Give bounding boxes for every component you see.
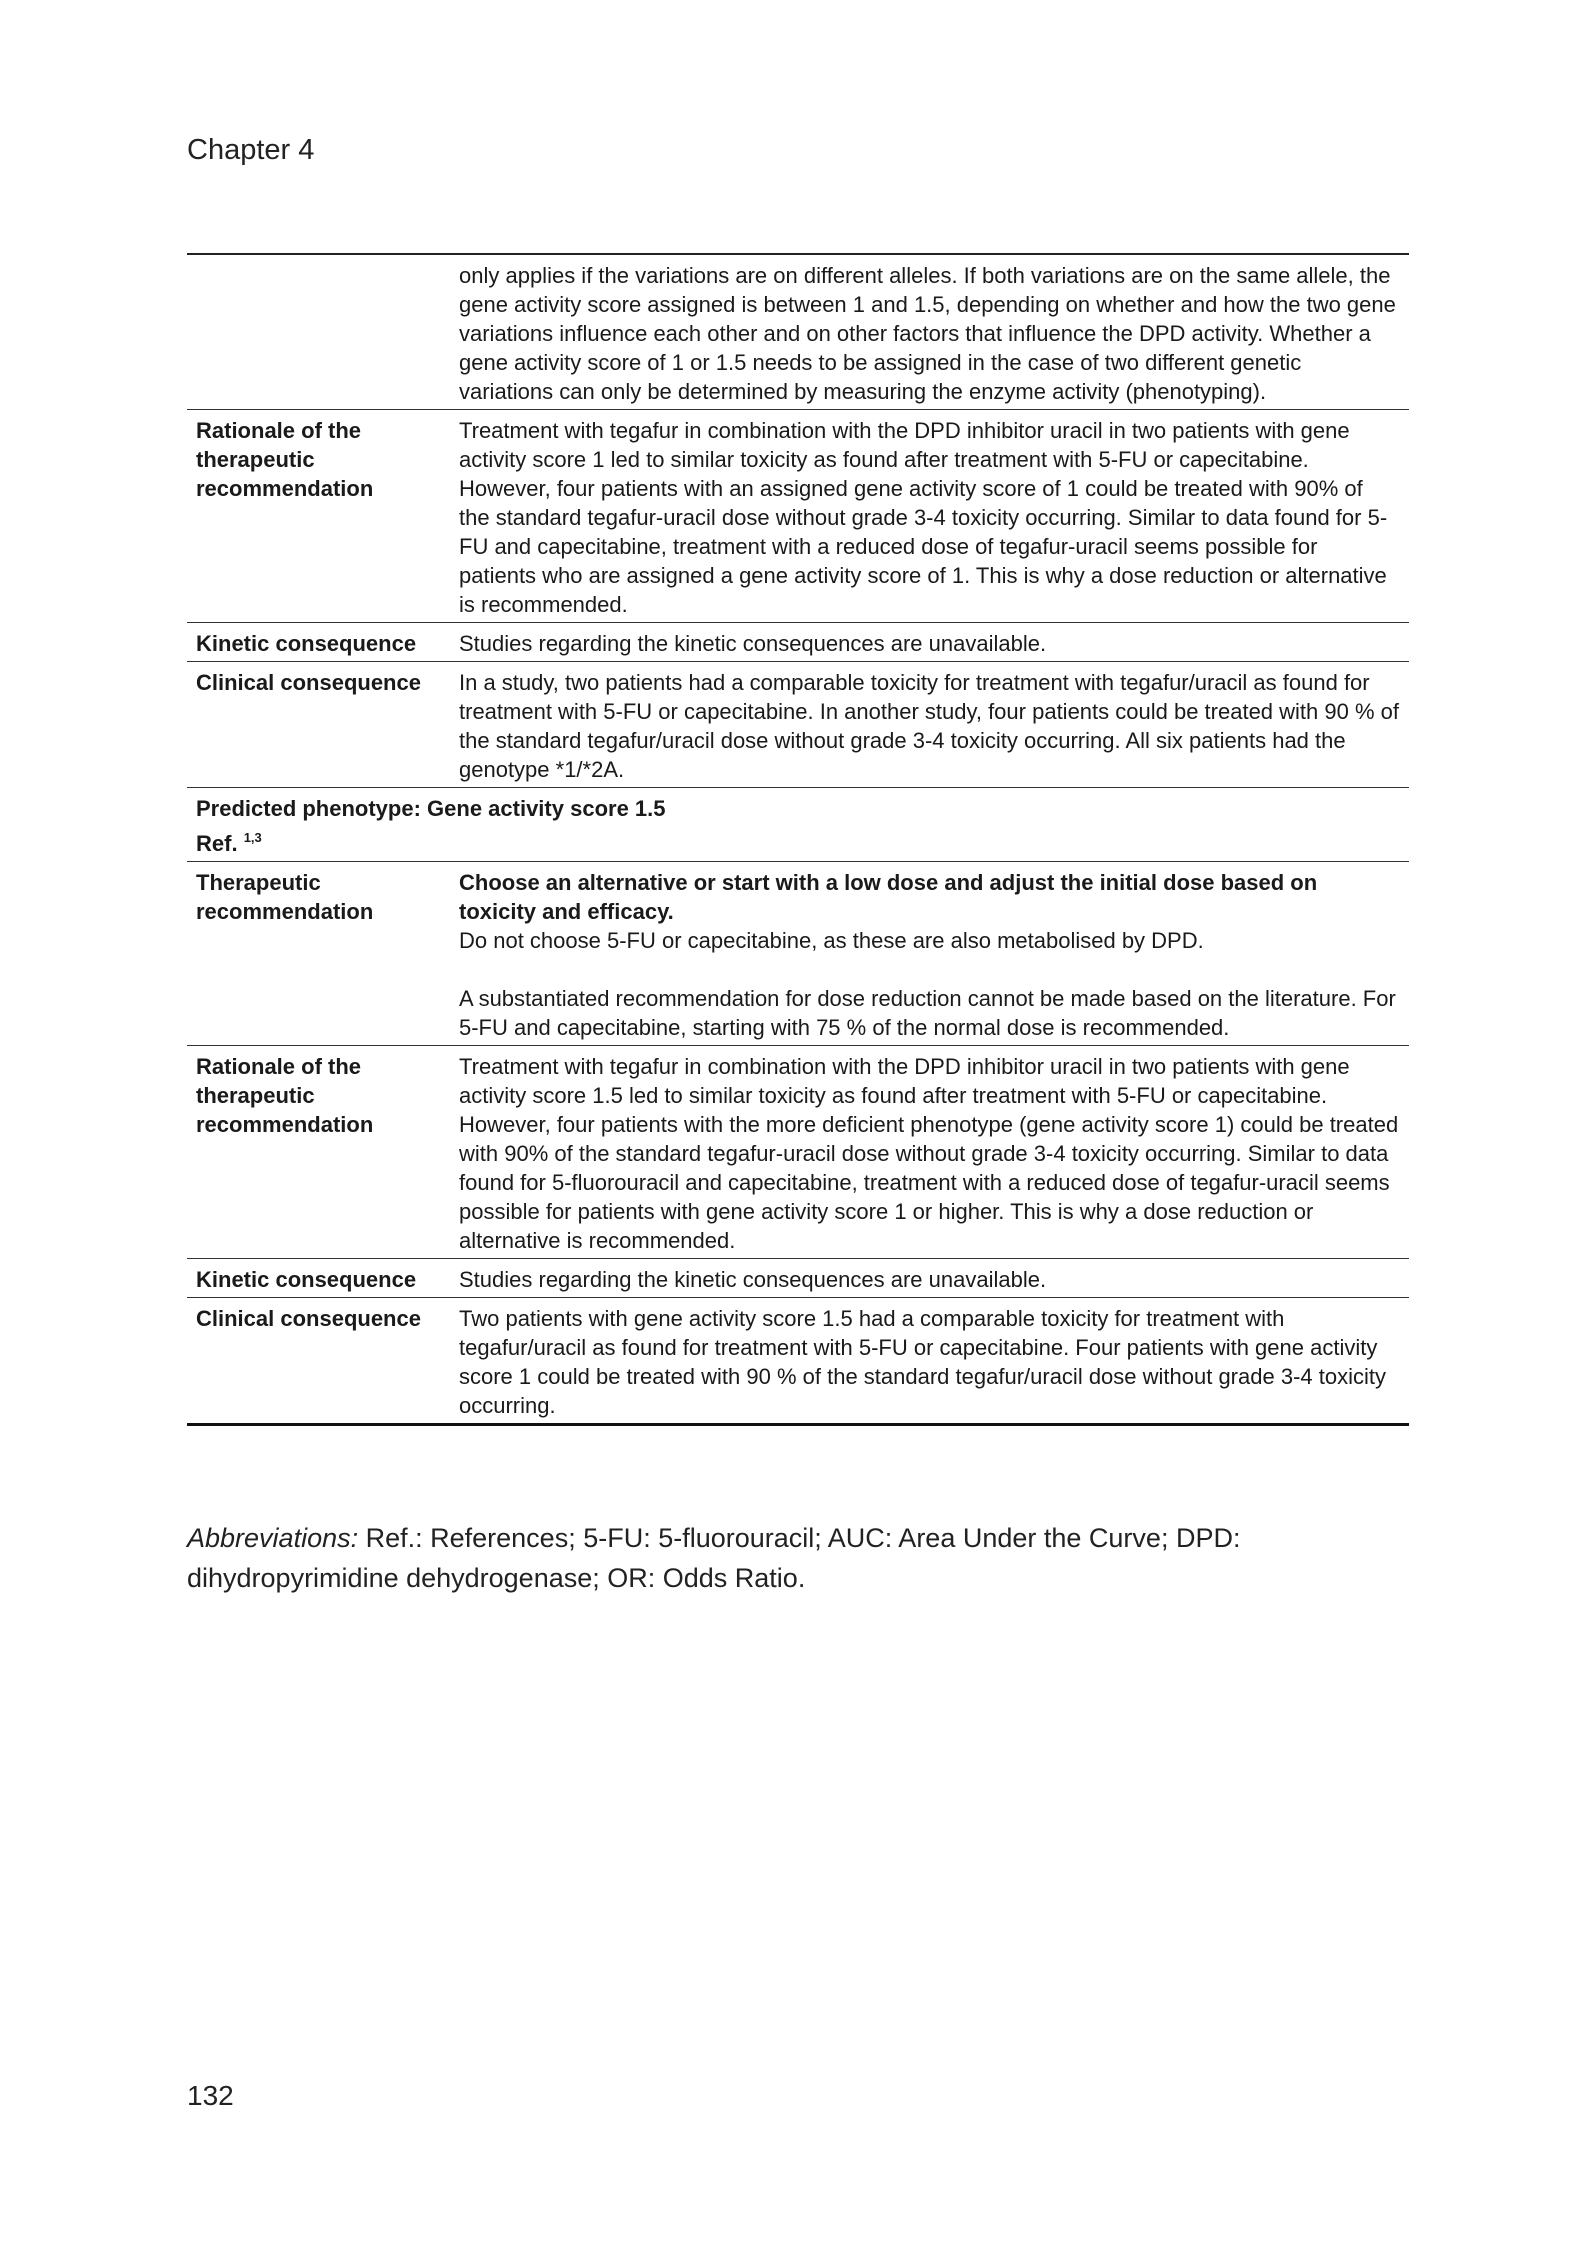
- table-row: [187, 1259, 1409, 1298]
- table-row: [187, 1046, 1409, 1259]
- phenotype-heading: Predicted phenotype: Gene activity score 1.5: [196, 796, 666, 821]
- reference-line: [196, 823, 1399, 858]
- clinical-text: In a study, two patients had a comparable toxicity for treatment with tegafur/uracil as found for treatment with 5-FU or capecitabine. In another study, four patients could be treated with 90 % of the standard tegafur/uracil dose without grade 3-4 toxicity occurring. All six patients had the genotype *1/*2A.: [450, 662, 1409, 788]
- kinetic-text: Studies regarding the kinetic consequences are unavailable.: [450, 1259, 1409, 1298]
- abbreviations-text: Ref.: References; 5-FU: 5-fluorouracil; AUC: Area Under the Curve; DPD: dihydropyrimidine dehydrogenase; OR: Odds Ratio.: [187, 1523, 1241, 1593]
- table-row: [187, 662, 1409, 788]
- abbreviations-label: Abbreviations:: [187, 1523, 359, 1553]
- row-label-kinetic: Kinetic consequence: [187, 1259, 450, 1298]
- row-label-clinical: Clinical consequence: [187, 662, 450, 788]
- therapeutic-recommendation-note: Do not choose 5-FU or capecitabine, as these are also metabolised by DPD.: [459, 928, 1204, 953]
- row-label-empty: [187, 254, 450, 410]
- table-row: [187, 1298, 1409, 1425]
- page-number: 132: [187, 2080, 234, 2111]
- table-row: [187, 788, 1409, 862]
- kinetic-text: Studies regarding the kinetic consequences are unavailable.: [450, 623, 1409, 662]
- rationale-text: Treatment with tegafur in combination with the DPD inhibitor uracil in two patients with gene activity score 1.5 led to similar toxicity as found after treatment with 5-FU or capecitabine. However, four patients with the more deficient phenotype (gene activity score 1) could be treated with 90% of the standard tegafur-uracil dose without grade 3-4 toxicity occurring. Similar to data found for 5-fluorouracil and capecitabine, treatment with a reduced dose of tegafur-uracil seems possible for patients with gene activity score 1 or higher. This is why a dose reduction or alternative is recommended.: [450, 1046, 1409, 1259]
- table-row: [187, 862, 1409, 1046]
- table-row: [187, 410, 1409, 623]
- recommendation-table: [187, 253, 1409, 1426]
- continuation-text: only applies if the variations are on different alleles. If both variations are on the same allele, the gene activity score assigned is between 1 and 1.5, depending on whether and how the two gene variations influence each other and on other factors that influence the DPD activity. Whether a gene activity score of 1 or 1.5 needs to be assigned in the case of two different genetic variations can only be determined by measuring the enzyme activity (phenotyping).: [450, 254, 1409, 410]
- row-label-rationale: Rationale of the therapeutic recommendation: [187, 1046, 450, 1259]
- rationale-text: Treatment with tegafur in combination with the DPD inhibitor uracil in two patients with gene activity score 1 led to similar toxicity as found after treatment with 5-FU or capecitabine. However, four patients with an assigned gene activity score of 1 could be treated with 90% of the standard tegafur-uracil dose without grade 3-4 toxicity occurring. Similar to data found for 5-FU and capecitabine, treatment with a reduced dose of tegafur-uracil seems possible for patients who are assigned a gene activity score of 1. This is why a dose reduction or alternative is recommended.: [450, 410, 1409, 623]
- row-label-kinetic: Kinetic consequence: [187, 623, 450, 662]
- therapeutic-text: [450, 862, 1409, 1046]
- reference-label: Ref.: [196, 831, 238, 856]
- table-row: [187, 254, 1409, 410]
- table-row: [187, 623, 1409, 662]
- row-label-rationale: Rationale of the therapeutic recommendation: [187, 410, 450, 623]
- abbreviations-footnote: [187, 1518, 1409, 1598]
- row-label-clinical: Clinical consequence: [187, 1298, 450, 1425]
- clinical-text: Two patients with gene activity score 1.5 had a comparable toxicity for treatment with tegafur/uracil as found for treatment with 5-FU or capecitabine. Four patients with gene activity score 1 could be treated with 90 % of the standard tegafur/uracil dose without grade 3-4 toxicity occurring.: [450, 1298, 1409, 1425]
- paragraph-gap: [459, 955, 1399, 984]
- row-label-therapeutic: Therapeutic recommendation: [187, 862, 450, 1046]
- reference-numbers: 1,3: [243, 830, 262, 845]
- therapeutic-recommendation-dose: A substantiated recommendation for dose reduction cannot be made based on the literature. For 5-FU and capecitabine, starting with 75 % of the normal dose is recommended.: [459, 986, 1396, 1040]
- therapeutic-recommendation-bold: Choose an alternative or start with a low dose and adjust the initial dose based on toxicity and efficacy.: [459, 870, 1318, 924]
- phenotype-heading-cell: [187, 788, 1409, 862]
- running-head-chapter: Chapter 4: [187, 134, 315, 166]
